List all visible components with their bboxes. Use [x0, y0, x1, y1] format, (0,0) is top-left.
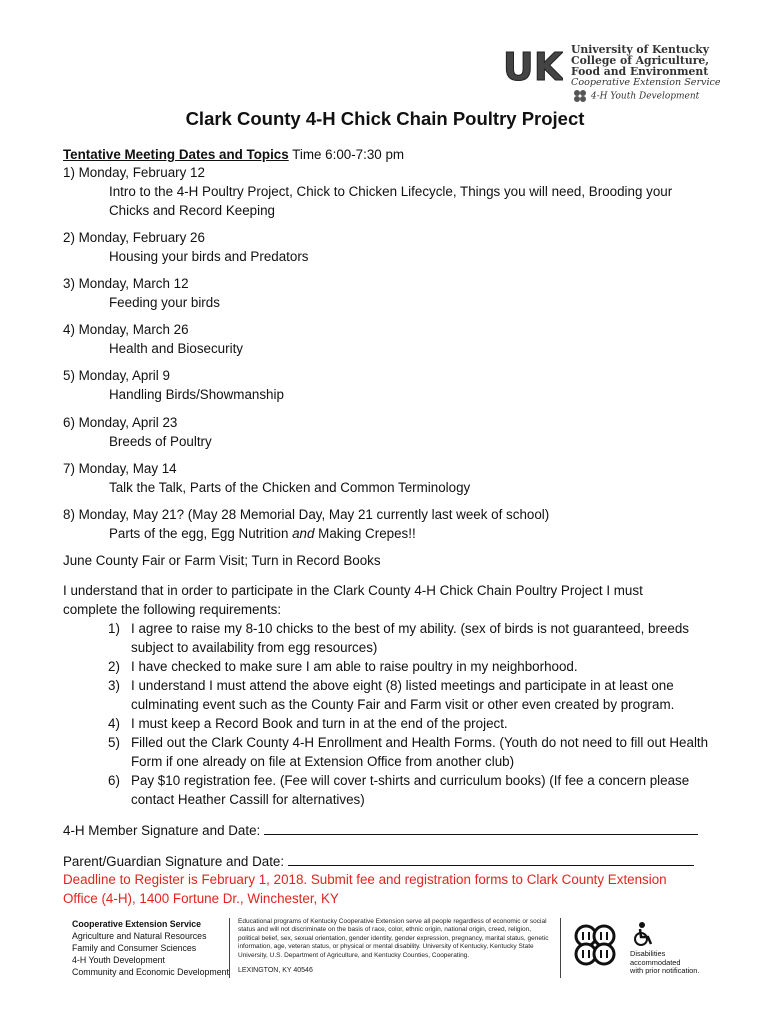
june-line: June County Fair or Farm Visit; Turn in Record Books	[63, 553, 381, 568]
requirement-number: 2)	[108, 659, 120, 674]
meeting-date: 1) Monday, February 12	[63, 165, 205, 180]
member-signature: 4-H Member Signature and Date:	[63, 821, 698, 840]
requirement-text: I must keep a Record Book and turn in at the end of the project.	[131, 716, 508, 731]
meeting-topic: Housing your birds and Predators	[109, 249, 309, 264]
clover-icon	[572, 89, 588, 103]
requirement-number: 1)	[108, 621, 120, 636]
meeting-date: 3) Monday, March 12	[63, 276, 189, 291]
parent-signature: Parent/Guardian Signature and Date:	[63, 852, 694, 871]
meeting-topic: Feeding your birds	[109, 295, 220, 310]
accessibility-icon	[630, 921, 656, 947]
meeting-date: 8) Monday, May 21? (May 28 Memorial Day, May 21 currently last week of school)	[63, 507, 550, 522]
meeting-topic: Intro to the 4-H Poultry Project, Chick to Chicken Lifecycle, Things you will need, Brooding your	[109, 184, 673, 199]
meeting-topic: Handling Birds/Showmanship	[109, 387, 284, 402]
clover-icon	[570, 920, 620, 970]
deadline-line: Office (4-H), 1400 Fortune Dr., Winchester, KY	[63, 891, 339, 906]
requirement-number: 4)	[108, 716, 120, 731]
footer-divider	[560, 918, 561, 978]
meeting-topic: Talk the Talk, Parts of the Chicken and Common Terminology	[109, 480, 471, 495]
footer-programs: Cooperative Extension Service Agriculture and Natural Resources Family and Consumer Sciences 4-H Youth Development Community and Economic Development	[72, 919, 229, 977]
meeting-date: 5) Monday, April 9	[63, 368, 170, 383]
meeting-date: 6) Monday, April 23	[63, 415, 178, 430]
meeting-topic: Parts of the egg, Egg Nutrition and Making Crepes!!	[109, 526, 416, 541]
youth-development: 4-H Youth Development	[572, 89, 699, 103]
meetings-heading: Tentative Meeting Dates and Topics Time 6:00-7:30 pm	[63, 147, 405, 162]
agreement-intro: I understand that in order to participate in the Clark County 4-H Chick Chain Poultry Project I must	[63, 583, 643, 598]
requirement-text: I agree to raise my 8-10 chicks to the best of my ability. (sex of birds is not guaranteed, breeds subject to availability from egg resources)	[131, 621, 689, 655]
uk-logo	[503, 46, 563, 86]
meeting-date: 4) Monday, March 26	[63, 322, 189, 337]
meeting-topic: Health and Biosecurity	[109, 341, 243, 356]
wheelchair-icon	[630, 921, 656, 947]
requirement-number: 3)	[108, 678, 120, 693]
parent-signature-line[interactable]	[288, 852, 694, 866]
deadline-line: Deadline to Register is February 1, 2018. Submit fee and registration forms to Clark County Extension	[63, 872, 667, 887]
footer-disclaimer: Educational programs of Kentucky Cooperative Extension serve all people regardless of economic or social status and will not discriminate on the basis of race, color, ethnic origin, national origin, creed, religion, political belief, sex, sexual orientation, gender identity, gender expression, pregnancy, marital status, genetic information, age, veteran status, or physical or mental disability. University of Kentucky, Kentucky State University, U.S. Department of Agriculture, and Kentucky Counties, Cooperating. LEXINGTON, KY 40546	[238, 918, 549, 975]
requirement-number: 5)	[108, 735, 120, 750]
institution-name: University of Kentucky College of Agriculture, Food and Environment	[571, 43, 710, 78]
service-line: Cooperative Extension Service	[571, 77, 721, 88]
disabilities-note: Disabilities accommodated with prior notification.	[630, 949, 700, 976]
requirement-text: I have checked to make sure I am able to raise poultry in my neighborhood.	[131, 659, 578, 674]
footer-divider	[229, 918, 230, 978]
meeting-date: 7) Monday, May 14	[63, 461, 177, 476]
requirement-text: Filled out the Clark County 4-H Enrollment and Health Forms. (Youth do not need to fill out Health Form if one already on file at Extension Office from another club)	[131, 735, 709, 769]
meeting-date: 2) Monday, February 26	[63, 230, 205, 245]
meeting-topic: Chicks and Record Keeping	[109, 203, 275, 218]
member-signature-line[interactable]	[264, 821, 698, 835]
4h-clover-logo	[570, 920, 620, 970]
requirement-number: 6)	[108, 773, 120, 788]
svg-text:UK: UK	[503, 46, 563, 86]
requirement-text: I understand I must attend the above eight (8) listed meetings and participate in at least one culminating event such as the County Fair and Farm visit or other even created by program.	[131, 678, 675, 712]
requirement-text: Pay $10 registration fee. (Fee will cover t-shirts and curriculum books) (If fee a concern please contact Heather Cassill for alternatives)	[131, 773, 690, 807]
uk-logo-icon	[503, 46, 563, 86]
agreement-intro: complete the following requirements:	[63, 602, 282, 617]
page-title: Clark County 4-H Chick Chain Poultry Project	[185, 108, 585, 129]
meeting-topic: Breeds of Poultry	[109, 434, 212, 449]
